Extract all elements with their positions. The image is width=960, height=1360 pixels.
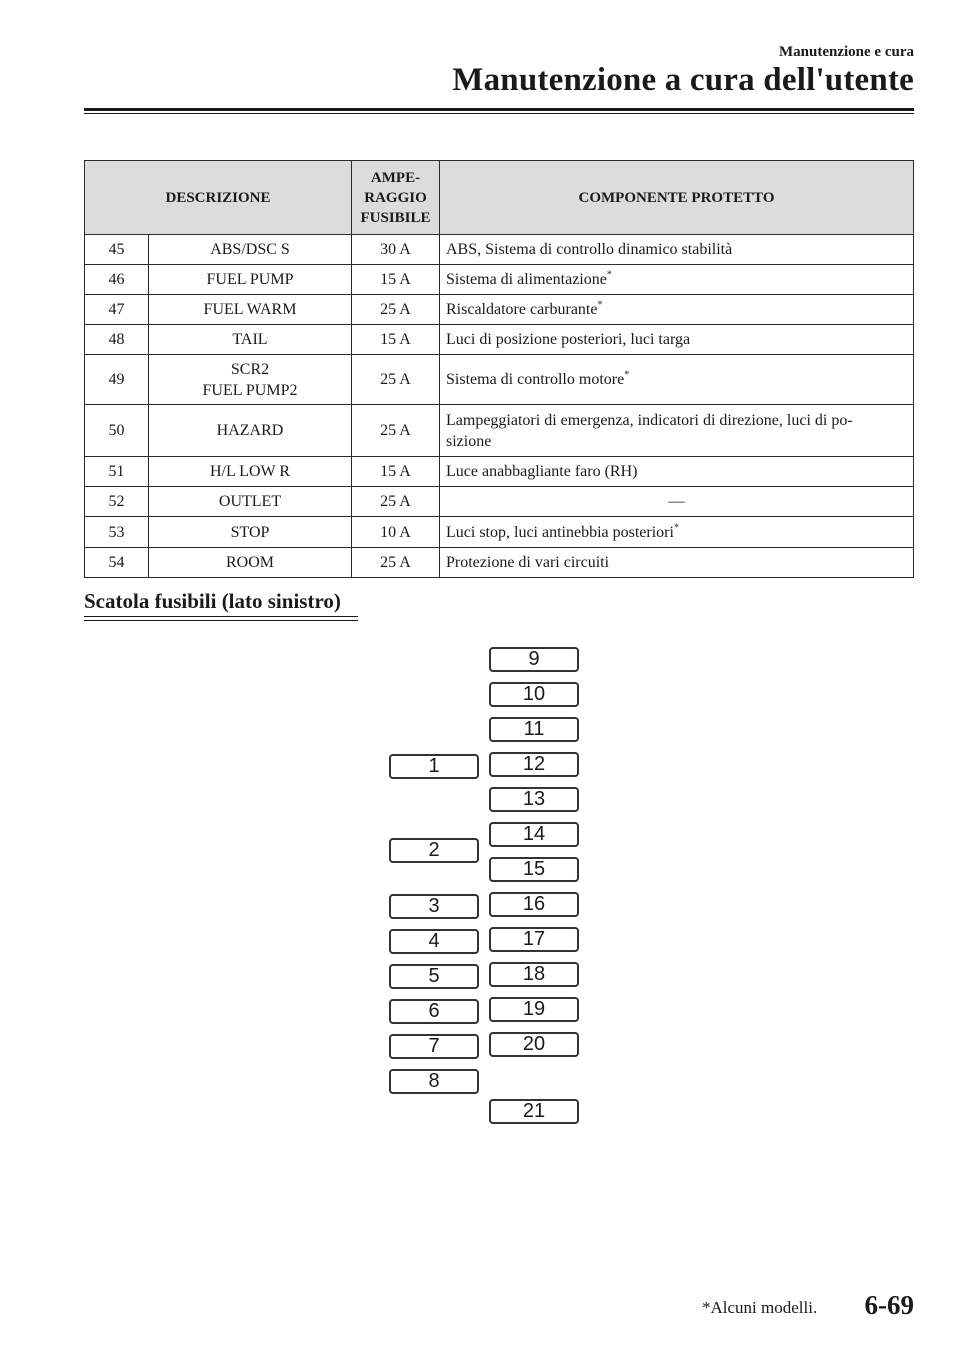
header-amperage-line: AMPE- (370, 169, 421, 186)
fuse-slot: 21 (489, 1099, 579, 1124)
fuse-description: FUEL WARM (149, 295, 352, 325)
protected-component: ABS, Sistema di controllo dinamico stabilità (440, 235, 914, 265)
table-row (85, 265, 914, 295)
fuse-slot: 11 (489, 717, 579, 742)
fuse-amperage: 15 A (352, 325, 440, 355)
protected-component: — (440, 487, 914, 517)
fuse-table (84, 160, 914, 578)
fuse-number: 52 (85, 487, 149, 517)
fuse-slot: 10 (489, 682, 579, 707)
protected-component (440, 355, 914, 405)
fuse-number: 46 (85, 265, 149, 295)
fuse-slot: 16 (489, 892, 579, 917)
fuse-slot: 9 (489, 647, 579, 672)
fuse-slot: 5 (389, 964, 479, 989)
fuse-amperage: 25 A (352, 405, 440, 457)
header-section-label: Manutenzione e cura (779, 44, 914, 60)
fuse-amperage: 25 A (352, 487, 440, 517)
protected-component (440, 265, 914, 295)
fuse-number: 54 (85, 548, 149, 578)
header-rule-thin (84, 113, 914, 114)
fuse-description: HAZARD (149, 405, 352, 457)
fuse-description: ROOM (149, 548, 352, 578)
protected-component (440, 405, 914, 457)
table-row (85, 355, 914, 405)
fuse-slot: 1 (389, 754, 479, 779)
fuse-slot: 3 (389, 894, 479, 919)
fuse-number: 50 (85, 405, 149, 457)
fuse-slot: 19 (489, 997, 579, 1022)
footnote-marker: * (597, 299, 603, 311)
fuse-description-line: SCR2 (230, 360, 270, 378)
subheading-underline (84, 616, 358, 617)
fuse-number: 48 (85, 325, 149, 355)
fuse-slot: 18 (489, 962, 579, 987)
fuse-slot: 12 (489, 752, 579, 777)
fuse-slot: 7 (389, 1034, 479, 1059)
table-row (85, 325, 914, 355)
header-amperage (352, 161, 440, 235)
fuse-number: 45 (85, 235, 149, 265)
component-text-line: sizione (446, 432, 492, 450)
fuse-description: OUTLET (149, 487, 352, 517)
table-row (85, 517, 914, 548)
header-amperage-line: RAGGIO (364, 189, 427, 206)
table-row (85, 457, 914, 487)
fuse-description (149, 355, 352, 405)
table-row (85, 295, 914, 325)
footnote: *Alcuni modelli. (702, 1298, 818, 1317)
table-row (85, 235, 914, 265)
fuse-description: FUEL PUMP (149, 265, 352, 295)
protected-component (440, 295, 914, 325)
section-subheading: Scatola fusibili (lato sinistro) (84, 589, 341, 613)
header-rule (84, 108, 914, 111)
header-description: DESCRIZIONE (85, 161, 352, 235)
protected-component: Luce anabbagliante faro (RH) (440, 457, 914, 487)
page-number: 6-69 (864, 1290, 914, 1320)
table-row (85, 487, 914, 517)
fuse-description-line: FUEL PUMP2 (202, 381, 298, 399)
protected-component (440, 517, 914, 548)
footnote-marker: * (606, 269, 612, 281)
fuse-slot: 15 (489, 857, 579, 882)
fuse-amperage: 30 A (352, 235, 440, 265)
fuse-slot: 2 (389, 838, 479, 863)
fuse-slot: 4 (389, 929, 479, 954)
fuse-number: 47 (85, 295, 149, 325)
fuse-slot: 8 (389, 1069, 479, 1094)
protected-component: Protezione di vari circuiti (440, 548, 914, 578)
table-header-row (85, 161, 914, 235)
component-text: Sistema di alimentazione (446, 271, 607, 288)
component-text: Riscaldatore carburante (446, 301, 598, 318)
fuse-number: 49 (85, 355, 149, 405)
fuse-amperage: 15 A (352, 457, 440, 487)
fuse-number: 51 (85, 457, 149, 487)
footnote-marker: * (624, 369, 630, 381)
fuse-slot: 14 (489, 822, 579, 847)
subheading-underline-thin (84, 620, 358, 621)
fuse-slot: 6 (389, 999, 479, 1024)
protected-component: Luci di posizione posteriori, luci targa (440, 325, 914, 355)
fuse-slot: 17 (489, 927, 579, 952)
fuse-amperage: 10 A (352, 517, 440, 548)
table-row (85, 548, 914, 578)
fuse-slot: 13 (489, 787, 579, 812)
fuse-amperage: 25 A (352, 355, 440, 405)
header-amperage-line: FUSIBILE (360, 209, 431, 226)
fuse-description: ABS/DSC S (149, 235, 352, 265)
fuse-description: H/L LOW R (149, 457, 352, 487)
component-text: Sistema di controllo motore (446, 371, 625, 388)
fuse-description: STOP (149, 517, 352, 548)
fuse-amperage: 25 A (352, 295, 440, 325)
page-title: Manutenzione a cura dell'utente (452, 62, 914, 98)
table-row (85, 405, 914, 457)
footnote-marker: * (673, 522, 679, 534)
fuse-amperage: 25 A (352, 548, 440, 578)
fuse-amperage: 15 A (352, 265, 440, 295)
component-text: Luci stop, luci antinebbia posteriori (446, 523, 674, 541)
component-text-line: Lampeggiatori di emergenza, indicatori di direzione, luci di po- (446, 411, 853, 429)
fuse-number: 53 (85, 517, 149, 548)
header-component: COMPONENTE PROTETTO (440, 161, 914, 235)
fuse-slot: 20 (489, 1032, 579, 1057)
fuse-description: TAIL (149, 325, 352, 355)
